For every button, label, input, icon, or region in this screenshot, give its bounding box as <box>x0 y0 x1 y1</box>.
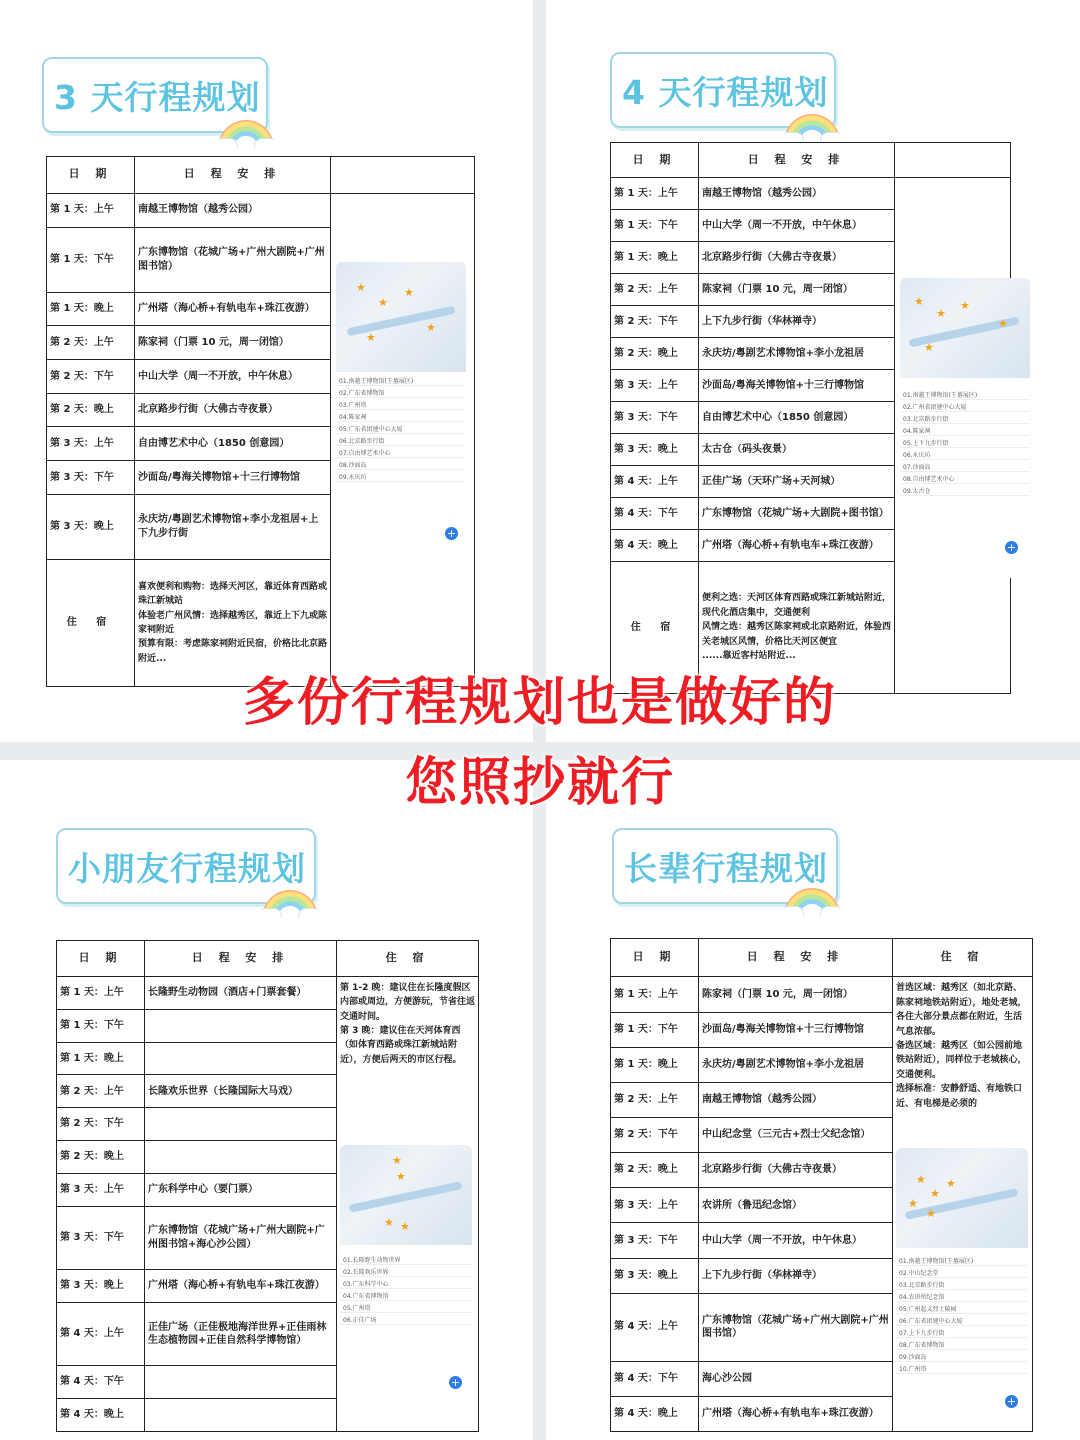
map-list-item[interactable]: 04.陈家祠 <box>336 410 466 422</box>
panel-title-3-day: 3 天行程规划 <box>42 57 268 133</box>
schedule-cell: 正佳广场（天环广场+天河城） <box>699 465 895 497</box>
map-list-item[interactable]: 05.广东省团建中心大厦 <box>336 422 466 434</box>
schedule-cell: 上下九步行街（华林禅寺） <box>699 305 895 337</box>
schedule-cell: 自由博艺术中心（1850 创意园） <box>699 401 895 433</box>
map-list-item[interactable]: 08.广东省博物馆 <box>896 1338 1028 1350</box>
day-cell: 第 4 天：上午 <box>611 1293 699 1361</box>
day-cell: 第 2 天：上午 <box>47 326 135 360</box>
table-header-cell <box>895 143 1011 178</box>
schedule-cell: 长隆野生动物园（酒店+门票套餐） <box>145 976 337 1009</box>
map-list-item[interactable]: 01.南越王博物馆(王墓展区) <box>336 374 466 386</box>
map-list-item[interactable]: 06.广东省团建中心大厦 <box>896 1314 1028 1326</box>
map-screenshot-3-day: ★ ★ ★ ★ ★ 01.南越王博物馆(王墓展区) 02.广东省博物馆 03.广州塔 04.陈家祠 05.广东省团建中心大厦 06.北京路步行街 07.自由博艺术中心 08.沙面岛 09.永庆坊 + <box>336 262 466 572</box>
schedule-cell <box>145 1366 337 1399</box>
day-cell: 第 4 天：上午 <box>611 465 699 497</box>
table-header-cell: 日 期 <box>611 939 699 977</box>
table-header-cell: 住 宿 <box>337 941 479 977</box>
day-cell: 第 1 天：上午 <box>47 193 135 227</box>
map-list-item[interactable]: 03.广东科学中心 <box>340 1277 472 1289</box>
map-list-item[interactable]: 03.北京路步行街 <box>900 412 1030 424</box>
day-cell: 第 1 天：上午 <box>611 177 699 209</box>
table-row <box>611 977 1033 1012</box>
add-icon[interactable]: + <box>450 1376 461 1389</box>
map-screenshot-kids: ★ ★ ★ ★ 01.长隆野生动物世界 02.长隆欢乐世界 03.广东科学中心 04.广东省博物馆 05.广州塔 06.正佳广场 + <box>340 1145 472 1425</box>
table-header-cell <box>331 157 475 194</box>
schedule-cell: 广东博物馆（花城广场+广州大剧院+广州图书馆） <box>699 1293 893 1361</box>
table-header-cell: 日 期 <box>47 157 135 194</box>
map-list-item[interactable]: 07.沙面岛 <box>900 460 1030 472</box>
rainbow-icon <box>784 114 840 142</box>
day-cell: 第 2 天：下午 <box>57 1108 145 1141</box>
day-cell: 第 1 天：上午 <box>57 976 145 1009</box>
map-screenshot-elders: ★ ★ ★ ★ ★ 01.南越王博物馆(王墓展区) 02.中山纪念堂 03.北京路步行街 04.农讲所纪念馆 05.广州起义烈士陵园 06.广东省团建中心大厦 07.上下九步行街 08.广东省博物馆 09.沙面岛 10.广州塔 + <box>896 1148 1028 1428</box>
schedule-cell: 广东博物馆（花城广场+大剧院+图书馆） <box>699 497 895 529</box>
schedule-cell: 广州塔（海心桥+有轨电车+珠江夜游） <box>135 292 331 326</box>
table-header-cell: 日 期 <box>611 143 699 178</box>
map-list-item[interactable]: 07.自由博艺术中心 <box>336 446 466 458</box>
schedule-cell: 广东科学中心（要门票） <box>145 1173 337 1206</box>
schedule-cell: 南越王博物馆（越秀公园） <box>699 177 895 209</box>
schedule-cell: 长隆欢乐世界（长隆国际大马戏） <box>145 1075 337 1108</box>
panel-elders <box>546 760 1080 1440</box>
schedule-cell <box>145 1009 337 1042</box>
map-list-item[interactable]: 09.沙面岛 <box>896 1350 1028 1362</box>
schedule-cell: 正佳广场（正佳极地海洋世界+正佳雨林生态植物园+正佳自然科学博物馆） <box>145 1302 337 1365</box>
day-cell: 第 2 天：晚上 <box>611 1153 699 1188</box>
lodging-label: 住 宿 <box>611 561 699 693</box>
table-header-cell: 日 程 安 排 <box>145 941 337 977</box>
schedule-cell: 广州塔（海心桥+有轨电车+珠江夜游） <box>699 1396 893 1431</box>
day-cell: 第 1 天：晚上 <box>611 1047 699 1082</box>
schedule-cell: 上下九步行街（华林禅寺） <box>699 1258 893 1293</box>
lodging-cell: 第 1-2 晚：建议住在长隆度假区内部或周边，方便游玩，节省往返交通时间。 第 3 晚：建议住在天河体育西（如体育西路或珠江新城站附近），方便后两天的市区行程。 <box>337 976 479 1431</box>
day-cell: 第 2 天：晚上 <box>47 393 135 427</box>
day-cell: 第 1 天：下午 <box>47 227 135 292</box>
map-list-item[interactable]: 06.北京路步行街 <box>336 434 466 446</box>
map-list-item[interactable]: 05.广州起义烈士陵园 <box>896 1302 1028 1314</box>
day-cell: 第 1 天：上午 <box>611 977 699 1012</box>
add-icon[interactable]: + <box>446 527 457 540</box>
map-list-item[interactable]: 05.上下九步行街 <box>900 436 1030 448</box>
schedule-cell: 北京路步行街（大佛古寺夜景） <box>135 393 331 427</box>
table-header-cell: 日 期 <box>57 941 145 977</box>
schedule-cell: 永庆坊/粤剧艺术博物馆+李小龙祖居+上下九步行街 <box>135 494 331 559</box>
panel-3-day <box>0 0 533 742</box>
overlay-caption-line-2: 您照抄就行 <box>404 753 675 813</box>
day-cell: 第 2 天：下午 <box>611 305 699 337</box>
schedule-cell: 广州塔（海心桥+有轨电车+珠江夜游） <box>699 529 895 561</box>
lodging-cell: 喜欢便利和购物：选择天河区，靠近体育西路或珠江新城站 体验老广州风情：选择越秀区，靠近上下九或陈家祠附近 预算有限：考虑陈家祠附近民宿，价格比北京路附近... <box>135 559 331 686</box>
table-header-cell: 日 程 安 排 <box>135 157 331 194</box>
map-list-item[interactable]: 09.太古仓 <box>900 484 1030 496</box>
schedule-cell: 陈家祠（门票 10 元，周一闭馆） <box>699 977 893 1012</box>
table-row <box>611 177 1011 209</box>
schedule-cell: 中山纪念堂（三元古+烈士父纪念馆） <box>699 1117 893 1152</box>
day-cell: 第 3 天：晚上 <box>611 1258 699 1293</box>
day-cell: 第 3 天：晚上 <box>47 494 135 559</box>
lodging-cell: 首选区域：越秀区（如北京路、陈家祠地铁站附近），地处老城，各住大部分景点都在附近，生活气息浓郁。 备选区域：越秀区（如公园前地铁站附近），同样位于老城核心，交通便利。 选择标准：安静舒适、有地铁口近、有电梯是必须的 <box>893 977 1033 1432</box>
schedule-cell: 北京路步行街（大佛古寺夜景） <box>699 1153 893 1188</box>
schedule-cell <box>145 1141 337 1174</box>
day-cell: 第 3 天：下午 <box>57 1206 145 1269</box>
map-screenshot-4-day: ★ ★ ★ ★ ★ 01.南越王博物馆(王墓展区) 02.广州省团建中心大厦 03.北京路步行街 04.陈家祠 05.上下九步行街 06.永庆坊 07.沙面岛 08.自由博艺术中心 09.太古仓 + <box>900 278 1030 578</box>
map-list-item[interactable]: 03.北京路步行街 <box>896 1278 1028 1290</box>
day-cell: 第 1 天：晚上 <box>611 241 699 273</box>
schedule-cell: 自由博艺术中心（1850 创意园） <box>135 427 331 461</box>
day-cell: 第 4 天：下午 <box>611 497 699 529</box>
rainbow-icon <box>218 120 274 148</box>
day-cell: 第 1 天：下午 <box>57 1009 145 1042</box>
schedule-cell: 陈家祠（门票 10 元，周一闭馆） <box>135 326 331 360</box>
schedule-cell: 南越王博物馆（越秀公园） <box>699 1082 893 1117</box>
schedule-cell: 沙面岛/粤海关博物馆+十三行博物馆 <box>699 369 895 401</box>
lodging-cell: 便利之选：天河区体育西路或珠江新城站附近，现代化酒店集中，交通便利 风情之选：越秀区陈家祠或北京路附近，体验西关老城区风情，价格比天河区便宜 ......靠近客村站附近... <box>699 561 895 693</box>
map-place-list <box>340 1253 472 1425</box>
map-list-item[interactable]: 06.正佳广场 <box>340 1313 472 1325</box>
overlay-caption-line-1: 多份行程规划也是做好的 <box>242 673 837 733</box>
map-list-item[interactable]: 01.长隆野生动物世界 <box>340 1253 472 1265</box>
map-list-item[interactable]: 04.农讲所纪念馆 <box>896 1290 1028 1302</box>
day-cell: 第 3 天：上午 <box>611 1188 699 1223</box>
schedule-cell <box>145 1108 337 1141</box>
add-icon[interactable]: + <box>1006 1395 1017 1408</box>
day-cell: 第 2 天：上午 <box>57 1075 145 1108</box>
table-header-row <box>611 939 1033 977</box>
schedule-cell: 陈家祠（门票 10 元，周一闭馆） <box>699 273 895 305</box>
panel-title-4-day: 4 天行程规划 <box>610 52 836 128</box>
table-header-cell: 日 程 安 排 <box>699 143 895 178</box>
day-cell: 第 2 天：晚上 <box>57 1141 145 1174</box>
day-cell: 第 2 天：下午 <box>611 1117 699 1152</box>
schedule-cell: 农讲所（鲁迅纪念馆） <box>699 1188 893 1223</box>
schedule-cell: 永庆坊/粤剧艺术博物馆+李小龙祖居 <box>699 1047 893 1082</box>
day-cell: 第 3 天：上午 <box>611 369 699 401</box>
panel-title-kids: 小朋友行程规划 <box>56 828 316 904</box>
schedule-cell: 中山大学（周一不开放，中午休息） <box>699 1223 893 1258</box>
day-cell: 第 1 天：下午 <box>611 1012 699 1047</box>
schedule-cell: 沙面岛/粤海关博物馆+十三行博物馆 <box>699 1012 893 1047</box>
day-cell: 第 3 天：上午 <box>57 1173 145 1206</box>
map-list-item[interactable]: 05.广州塔 <box>340 1301 472 1313</box>
lodging-label: 住 宿 <box>47 559 135 686</box>
table-row <box>57 976 479 1009</box>
schedule-cell: 中山大学（周一不开放，中午休息） <box>699 209 895 241</box>
map-list-item[interactable]: 01.南越王博物馆(王墓展区) <box>900 388 1030 400</box>
schedule-cell: 广东博物馆（花城广场+广州大剧院+广州图书馆） <box>135 227 331 292</box>
schedule-cell: 沙面岛/粤海关博物馆+十三行博物馆 <box>135 461 331 495</box>
map-list-item[interactable]: 03.广州塔 <box>336 398 466 410</box>
map-list-item[interactable]: 07.上下九步行街 <box>896 1326 1028 1338</box>
panel-4-day <box>546 0 1080 742</box>
map-list-item[interactable]: 02.广州省团建中心大厦 <box>900 400 1030 412</box>
map-list-item[interactable]: 02.长隆欢乐世界 <box>340 1265 472 1277</box>
schedule-cell: 南越王博物馆（越秀公园） <box>135 193 331 227</box>
map-list-item[interactable]: 04.陈家祠 <box>900 424 1030 436</box>
table-header-cell: 日 程 安 排 <box>699 939 893 977</box>
schedule-cell: 北京路步行街（大佛古寺夜景） <box>699 241 895 273</box>
panel-kids <box>0 760 533 1440</box>
day-cell: 第 3 天：上午 <box>47 427 135 461</box>
day-cell: 第 1 天：下午 <box>611 209 699 241</box>
map-place-list <box>336 374 466 572</box>
map-list-item[interactable]: 06.永庆坊 <box>900 448 1030 460</box>
rainbow-icon <box>262 890 318 918</box>
day-cell: 第 4 天：下午 <box>57 1366 145 1399</box>
map-list-item[interactable]: 10.广州塔 <box>896 1362 1028 1374</box>
schedule-cell: 广东博物馆（花城广场+广州大剧院+广州图书馆+海心沙公园） <box>145 1206 337 1269</box>
schedule-cell: 中山大学（周一不开放，中午休息） <box>135 359 331 393</box>
map-list-item[interactable]: 08.自由博艺术中心 <box>900 472 1030 484</box>
panel-title-elders: 长辈行程规划 <box>612 828 838 904</box>
schedule-cell: 海心沙公园 <box>699 1361 893 1396</box>
day-cell: 第 2 天：上午 <box>611 1082 699 1117</box>
day-cell: 第 2 天：晚上 <box>611 337 699 369</box>
day-cell: 第 3 天：晚上 <box>611 433 699 465</box>
map-list-item[interactable]: 08.沙面岛 <box>336 458 466 470</box>
day-cell: 第 4 天：下午 <box>611 1361 699 1396</box>
map-list-item[interactable]: 01.南越王博物馆(王墓展区) <box>896 1254 1028 1266</box>
day-cell: 第 4 天：上午 <box>57 1302 145 1365</box>
map-list-item[interactable]: 04.广东省博物馆 <box>340 1289 472 1301</box>
table-row <box>47 193 475 227</box>
table-header-row <box>47 157 475 194</box>
add-icon[interactable]: + <box>1006 541 1017 554</box>
table-header-cell: 住 宿 <box>893 939 1033 977</box>
day-cell: 第 1 天：晚上 <box>57 1042 145 1075</box>
map-list-item[interactable]: 02.广东省博物馆 <box>336 386 466 398</box>
map-list-item[interactable]: 09.永庆坊 <box>336 470 466 482</box>
schedule-cell: 永庆坊/粤剧艺术博物馆+李小龙祖居 <box>699 337 895 369</box>
day-cell: 第 3 天：下午 <box>611 1223 699 1258</box>
schedule-cell <box>145 1042 337 1075</box>
day-cell: 第 2 天：下午 <box>47 359 135 393</box>
schedule-cell <box>145 1399 337 1432</box>
schedule-cell: 太古仓（码头夜景） <box>699 433 895 465</box>
day-cell: 第 4 天：晚上 <box>611 529 699 561</box>
day-cell: 第 3 天：下午 <box>47 461 135 495</box>
rainbow-icon <box>784 888 840 916</box>
schedule-cell: 广州塔（海心桥+有轨电车+珠江夜游） <box>145 1270 337 1303</box>
table-header-row <box>57 941 479 977</box>
day-cell: 第 1 天：晚上 <box>47 292 135 326</box>
day-cell: 第 4 天：晚上 <box>57 1399 145 1432</box>
day-cell: 第 2 天：上午 <box>611 273 699 305</box>
day-cell: 第 3 天：晚上 <box>57 1270 145 1303</box>
day-cell: 第 3 天：下午 <box>611 401 699 433</box>
table-header-row <box>611 143 1011 178</box>
map-list-item[interactable]: 02.中山纪念堂 <box>896 1266 1028 1278</box>
day-cell: 第 4 天：晚上 <box>611 1396 699 1431</box>
